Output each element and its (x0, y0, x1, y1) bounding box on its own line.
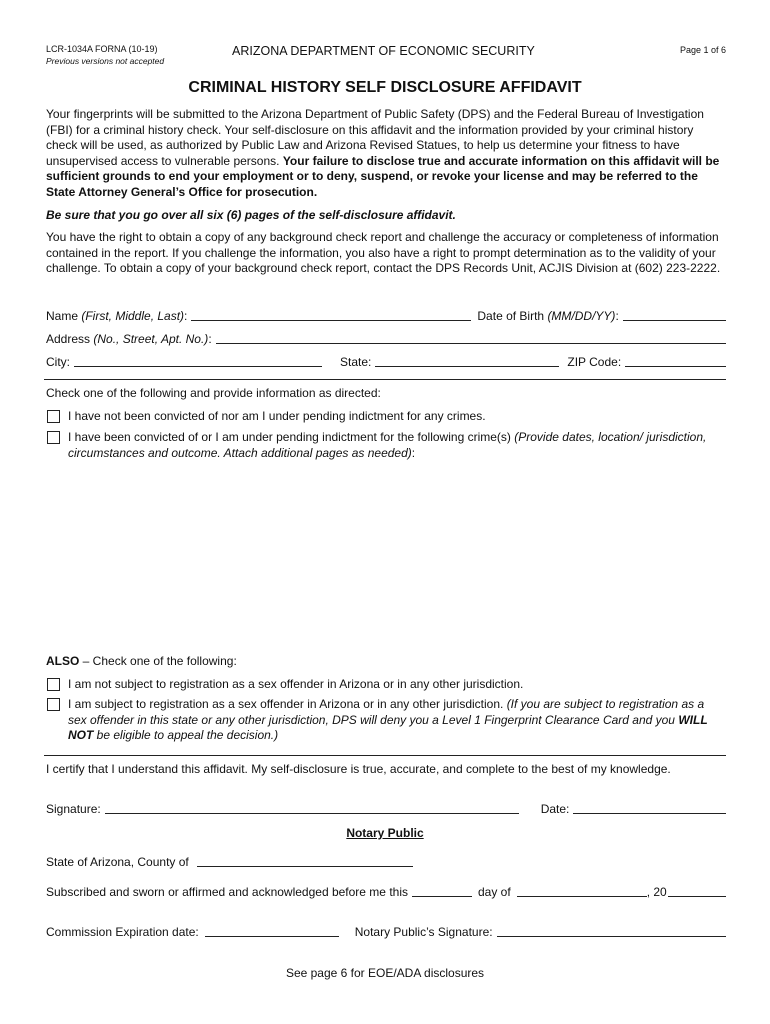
signature-label: Signature: (46, 802, 101, 816)
notary-title: Notary Public (346, 826, 424, 840)
option-convictions (46, 430, 730, 461)
city-field[interactable] (74, 354, 322, 367)
convictions-checkbox[interactable] (47, 431, 60, 444)
notary-signature-field[interactable] (497, 924, 726, 937)
name-label: Name (First, Middle, Last): (46, 309, 188, 323)
notary-signature-label: Notary Public’s Signature: (354, 925, 493, 939)
address-label: Address (No., Street, Apt. No.): (46, 332, 212, 346)
day-of-label: day of (478, 885, 511, 899)
sworn-month-field[interactable] (517, 884, 647, 897)
footer-note: See page 6 for EOE/ADA disclosures (285, 966, 485, 980)
not-sex-offender-label: I am not subject to registration as a sex offender in Arizona or in any other jurisdiction. (68, 677, 524, 691)
sex-offender-checkbox[interactable] (47, 698, 60, 711)
name-field[interactable] (191, 308, 471, 321)
dob-field[interactable] (623, 308, 726, 321)
section2-instruction: ALSO – Check one of the following: (46, 654, 237, 668)
reminder-text: Be sure that you go over all six (6) pages of the self-disclosure affidavit. (46, 208, 456, 222)
commission-date-field[interactable] (205, 924, 339, 937)
intro-text: Your fingerprints will be submitted to the Arizona Department of Public Safety (DPS) and the Federal Bureau of Investigation (FBI) for a criminal history check. Your self-disclosure on this affidavit and the information provided by your criminal history check will be used, as authorized by Public Law and Arizona Revised Statues, to help us determine your fitness to have unsupervised access to vulnerable persons. (46, 107, 704, 168)
address-field[interactable] (216, 331, 726, 344)
convictions-details-area[interactable] (64, 466, 724, 646)
county-row (46, 851, 726, 869)
county-field[interactable] (197, 854, 413, 867)
county-label: State of Arizona, County of (46, 855, 189, 869)
no-convictions-label: I have not been convicted of nor am I under pending indictment for any crimes. (68, 409, 486, 423)
zip-field[interactable] (625, 354, 726, 367)
certify-divider (44, 755, 726, 756)
date-label: Date: (540, 802, 570, 816)
zip-label: ZIP Code: (567, 355, 622, 369)
commission-row (46, 921, 726, 939)
sworn-day-field[interactable] (412, 884, 472, 897)
section1-instruction: Check one of the following and provide information as directed: (46, 386, 381, 400)
option-sex-offender (46, 697, 726, 744)
document-title: CRIMINAL HISTORY SELF DISCLOSURE AFFIDAVIT (188, 79, 582, 96)
sworn-row (46, 881, 726, 899)
section-divider (44, 379, 726, 380)
convictions-label: I have been convicted of or I am under pending indictment for the following crime(s) (Provide dates, location/ jurisdiction, circumstances and outcome. Attach additional pages as needed): (68, 430, 707, 460)
sworn-year-field[interactable] (668, 884, 726, 897)
name-dob-row (46, 305, 726, 323)
date-field[interactable] (573, 801, 726, 814)
certify-statement: I certify that I understand this affidavit. My self-disclosure is true, accurate, and complete to the best of my knowledge. (46, 762, 671, 776)
state-label: State: (340, 355, 372, 369)
signature-field[interactable] (105, 801, 519, 814)
state-field[interactable] (375, 354, 559, 367)
form-id: LCR-1034A FORNA (10-19) (46, 44, 158, 54)
dob-label: Date of Birth (MM/DD/YY): (477, 309, 619, 323)
sworn-label: Subscribed and sworn or affirmed and acknowledged before me this (46, 885, 408, 899)
option-not-sex-offender (46, 677, 726, 693)
city-state-zip-row (46, 351, 726, 369)
no-convictions-checkbox[interactable] (47, 410, 60, 423)
previous-versions-note: Previous versions not accepted (46, 56, 165, 66)
city-label: City: (46, 355, 70, 369)
rights-paragraph: You have the right to obtain a copy of any background check report and challenge the accuracy or completeness of information contained in the report. If you challenge the information, you also have a right to prompt determination as to the validity of your challenge. To obtain a copy of your background check report, contact the DPS Records Unit, ACJIS Division at (602) 223-2222. (46, 230, 721, 276)
signature-row (46, 798, 726, 816)
year-prefix: , 20 (646, 885, 667, 899)
intro-warning: Your failure to disclose true and accurate information on this affidavit will be sufficient grounds to end your employment or to deny, suspend, or revoke your license and may be referred to the State Attorney General’s Office for prosecution. (46, 153, 720, 199)
department-name: ARIZONA DEPARTMENT OF ECONOMIC SECURITY (232, 44, 535, 58)
address-row (46, 328, 726, 346)
intro-paragraph (46, 107, 726, 201)
page-number: Page 1 of 6 (680, 45, 727, 55)
not-sex-offender-checkbox[interactable] (47, 678, 60, 691)
sex-offender-label: I am subject to registration as a sex offender in Arizona or in any other jurisdiction. (If you are subject to registration as a sex offender in this state or any other jurisdiction, DPS will deny you a Level 1 Fingerprint Clearance Card and you WILL NOT be eligible to appeal the decision.) (68, 697, 708, 743)
commission-label: Commission Expiration date: (46, 925, 199, 939)
option-no-convictions (46, 409, 726, 425)
